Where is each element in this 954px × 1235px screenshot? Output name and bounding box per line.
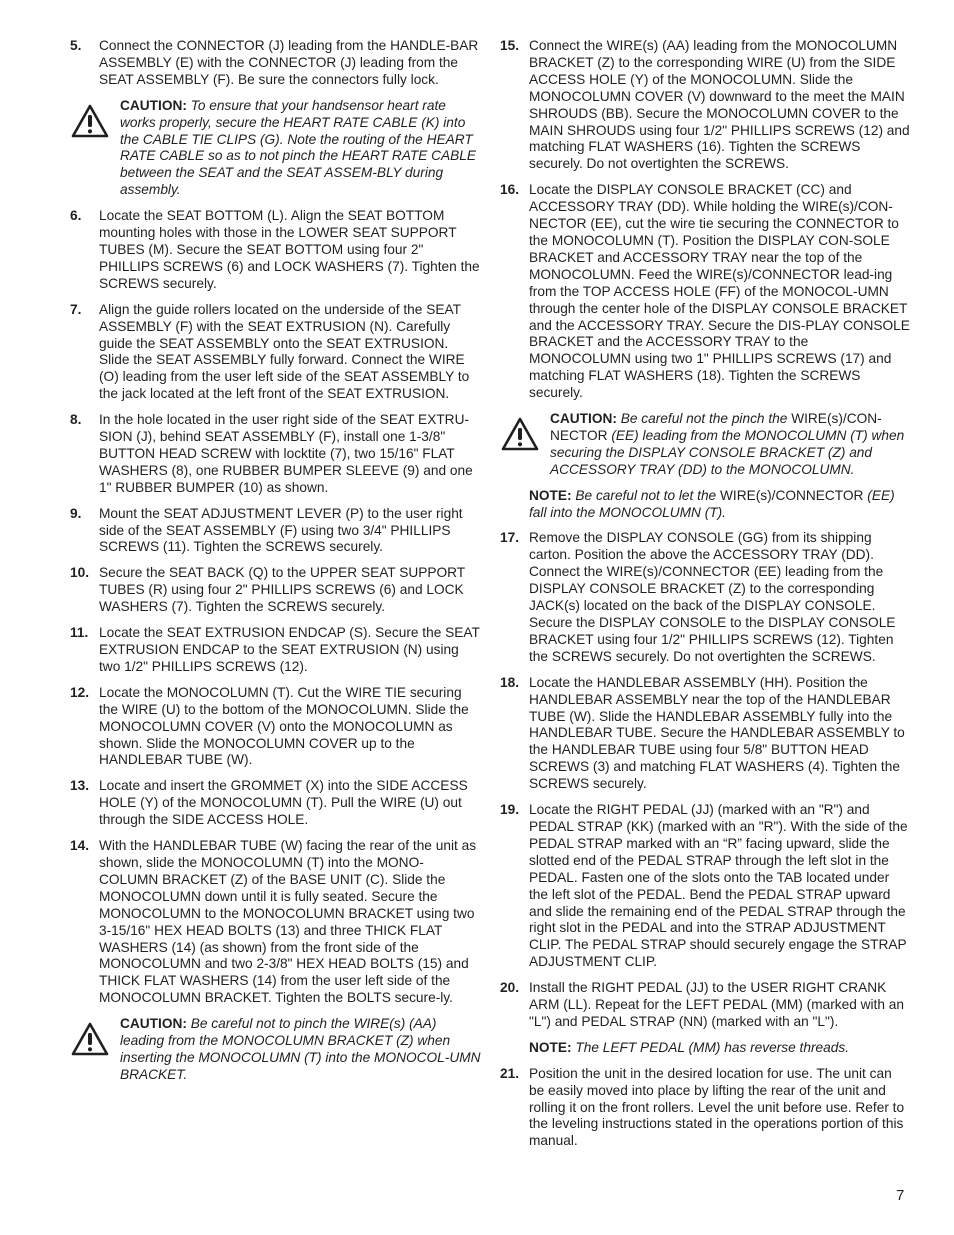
note-label: NOTE: (529, 1039, 572, 1055)
step-text: Mount the SEAT ADJUSTMENT LEVER (P) to the user right side of the SEAT ASSEMBLY (F) using two 3/4" PHILLIPS SCREWS (11). Tighten the SCREWS securely. (99, 505, 463, 555)
note-text-italic: Be careful not to let the (575, 487, 717, 503)
step-item (500, 530, 910, 665)
step-text: Locate the SEAT EXTRUSION ENDCAP (S). Secure the SEAT EXTRUSION ENDCAP to the SEAT EXTRUSION (N) using two 1/2" PHILLIPS SCREWS (12). (99, 625, 480, 674)
step-number: 17. (500, 530, 520, 546)
step-text: Locate the DISPLAY CONSOLE BRACKET (CC) and ACCESSORY TRAY (DD). While holding the WIRE(s)/CON-NECTOR (EE), cut the wire tie securing the CONNECTOR to the MONOCOLUMN (T). Position the DISPLAY CON-SOLE BRACKET and ACCESSORY TRAY near the top of the MONOCOLUMN. Feed the WIRE(s)/CONNECTOR lead-ing from the TOP ACCESS HOLE (FF) of the MONOCOL-UMN through the center hole of the DISPLAY CONSOLE BRACKET and the ACCESSORY TRAY. Secure the DIS-PLAY CONSOLE BRACKET and the ACCESSORY TRAY to the MONOCOLUMN using two 1" PHILLIPS SCREWS (17) and matching FLAT WASHERS (18). Tighten the SCREWS securely. (529, 182, 910, 401)
steps-group (70, 38, 482, 89)
steps-group (500, 530, 910, 1030)
step-text: Locate the RIGHT PEDAL (JJ) (marked with an "R") and PEDAL STRAP (KK) (marked with an "R"). With the side of the PEDAL STRAP marked with an “R” facing upward, slide the slotted end of the PEDAL STRAP through the left slot in the PEDAL. Fasten one of the slots onto the TAB located under the left slot of the PEDAL. Bend the PEDAL STRAP upward and slide the remaining end of the PEDAL STRAP through the right slot in the PEDAL and into the STRAP ADJUSTMENT CLIP. The PEDAL STRAP should securely engage the STRAP ADJUSTMENT CLIP. (529, 802, 908, 970)
step-number: 5. (70, 38, 82, 53)
page-number: 7 (896, 1187, 905, 1204)
step-text: Connect the CONNECTOR (J) leading from the HANDLE-BAR ASSEMBLY (E) with the CONNECTOR (J) leading from the SEAT ASSEMBLY (F). Be sure the connectors fully lock. (99, 38, 479, 87)
step-text: In the hole located in the user right side of the SEAT EXTRU-SION (J), behind SEAT ASSEMBLY (F), install one 1-3/8" BUTTON HEAD SCREW with locktite (7), two 15/16" FLAT WASHERS (8), one RUBBER BUMPER SLEEVE (9) and one 1" RUBBER BUMPER (10) as shown. (99, 412, 473, 495)
caution-label: CAUTION: (120, 1016, 187, 1032)
steps-group (500, 38, 910, 402)
step-text: Position the unit in the desired location for use. The unit can be easily moved into place by lifting the rear of the unit and rolling it on the front rollers. Level the unit before use. Refer to the leveling instructions stated in the operations portion of this manual. (529, 1065, 905, 1149)
step-text: Locate the HANDLEBAR ASSEMBLY (HH). Position the HANDLEBAR ASSEMBLY near the top of the HANDLEBAR TUBE (W). Slide the HANDLEBAR ASSEMBLY fully into the HANDLEBAR TUBE. Secure the HANDLEBAR ASSEMBLY to the HANDLEBAR TUBE using four 5/8" BUTTON HEAD SCREWS (3) and matching FLAT WASHERS (4). Tighten the SCREWS securely. (529, 674, 905, 792)
step-item (70, 838, 482, 1007)
step-number: 18. (500, 674, 520, 690)
warning-icon (71, 104, 109, 138)
step-item (70, 38, 482, 89)
step-text: Locate the SEAT BOTTOM (L). Align the SEAT BOTTOM mounting holes with those in the LOWER SEAT SUPPORT TUBES (M). Secure the SEAT BOTTOM using four 2" PHILLIPS SCREWS (6) and LOCK WASHERS (7). Tighten the SCREWS securely. (99, 208, 480, 291)
step-text: With the HANDLEBAR TUBE (W) facing the rear of the unit as shown, slide the MONOCOLUMN (T) into the MONO-COLUMN BRACKET (Z) of the BASE UNIT (C). Slide the MONOCOLUMN down until it is fully seated. Secure the MONOCOLUMN to the MONOCOLUMN BRACKET using two 3-15/16" HEX HEAD BOLTS (13) and three THICK FLAT WASHERS (14) (as shown) from the front side of the MONOCOLUMN and two 2-3/8" HEX HEAD BOLTS (15) and THICK FLAT WASHERS (14) from the user left side of the MONOCOLUMN BRACKET. Tighten the BOLTS secure-ly. (99, 838, 477, 1006)
step-item (70, 685, 482, 770)
step-text: Secure the SEAT BACK (Q) to the UPPER SEAT SUPPORT TUBES (R) using four 2" PHILLIPS SCREWS (6) and LOCK WASHERS (7). Tighten the SCREWS securely. (99, 565, 465, 615)
caution-text: To ensure that your handsensor heart rate works properly, secure the HEART RATE CABLE (K) into the CABLE TIE CLIPS (G). Note the routing of the HEART RATE CABLE so as to not pinch the HEART RATE CABLE between the SEAT and the SEAT ASSEM-BLY during assembly. (120, 97, 477, 198)
step-number: 14. (70, 838, 90, 854)
step-item (70, 778, 482, 829)
note-text-italic: (EE) fall into the MONOCOLUMN (T). (529, 487, 895, 520)
step-item (500, 802, 910, 971)
caution-label: CAUTION: (550, 411, 617, 427)
step-number: 16. (500, 182, 520, 198)
note-text: The LEFT PEDAL (MM) has reverse threads. (575, 1039, 849, 1055)
step-item (70, 565, 482, 616)
caution-text-plain: WIRE(s)/CON-NECTOR (550, 411, 882, 443)
step-number: 21. (500, 1065, 520, 1081)
step-text: Remove the DISPLAY CONSOLE (GG) from its shipping carton. Position the above the ACCESSORY TRAY (DD). Connect the WIRE(s)/CONNECTOR (EE) leading from the DISPLAY CONSOLE BRACKET (Z) to the corresponding JACK(s) located on the back of the DISPLAY CONSOLE. Secure the DISPLAY CONSOLE to the DISPLAY CONSOLE BRACKET using four 1/2" PHILLIPS SCREWS (12). Tighten the SCREWS securely. Do not overtighten the SCREWS. (529, 530, 896, 664)
caution-block (70, 1016, 482, 1084)
step-number: 7. (70, 301, 82, 317)
note-label: NOTE: (529, 487, 572, 503)
step-item (70, 625, 482, 676)
step-text: Locate and insert the GROMMET (X) into the SIDE ACCESS HOLE (Y) of the MONOCOLUMN (T). Pull the WIRE (U) out through the SIDE ACCESS HOLE. (99, 778, 468, 828)
note-block (500, 488, 910, 522)
steps-group (500, 1066, 910, 1151)
step-number: 6. (70, 208, 82, 224)
step-number: 13. (70, 778, 90, 794)
note-block (500, 1040, 910, 1057)
step-item (500, 1066, 910, 1151)
left-column (70, 38, 482, 1093)
step-item (500, 675, 910, 793)
step-number: 9. (70, 505, 82, 521)
step-item (70, 506, 482, 557)
caution-text-italic: Be careful not the pinch the (620, 411, 788, 427)
warning-icon (71, 1022, 109, 1056)
step-item (70, 412, 482, 497)
step-item (70, 208, 482, 293)
steps-group (70, 208, 482, 1007)
caution-block (500, 411, 910, 479)
step-text: Locate the MONOCOLUMN (T). Cut the WIRE TIE securing the WIRE (U) to the bottom of the MONOCOLUMN. Slide the MONOCOLUMN COVER (V) onto the MONOCOLUMN as shown. Slide the MONOCOLUMN COVER up to the HANDLEBAR TUBE (W). (99, 684, 469, 768)
step-item (70, 302, 482, 403)
step-number: 15. (500, 38, 520, 53)
caution-text: Be careful not to pinch the WIRE(s) (AA) leading from the MONOCOLUMN BRACKET (Z) when inserting the MONOCOLUMN (T) into the MONOCOL-UMN BRACKET. (120, 1016, 481, 1082)
step-number: 10. (70, 565, 90, 581)
caution-block (70, 98, 482, 199)
step-text: Align the guide rollers located on the underside of the SEAT ASSEMBLY (F) with the SEAT EXTRUSION (N). Carefully guide the SEAT ASSEMBLY onto the SEAT EXTRUSION. Slide the SEAT ASSEMBLY fully forward. Connect the WIRE (O) leading from the user left side of the SEAT ASSEMBLY to the jack located at the left front of the SEAT EXTRUSION. (99, 301, 470, 402)
right-column (500, 38, 910, 1159)
step-text: Connect the WIRE(s) (AA) leading from the MONOCOLUMN BRACKET (Z) to the corresponding WIRE (U) from the SIDE ACCESS HOLE (Y) of the MONOCOLUMN. Slide the MONOCOLUMN COVER (V) downward to the meet the MAIN SHROUDS (BB). Secure the MONOCOLUMN COVER to the MAIN SHROUDS using four 1/2" PHILLIPS SCREWS (12) and matching FLAT WASHERS (16). Tighten the SCREWS securely. Do not overtighten the SCREWS. (529, 38, 910, 172)
step-item (500, 182, 910, 402)
step-number: 20. (500, 980, 520, 996)
step-number: 8. (70, 412, 82, 428)
step-text: Install the RIGHT PEDAL (JJ) to the USER RIGHT CRANK ARM (LL). Repeat for the LEFT PEDAL (MM) (marked with an "L") and PEDAL STRAP (NN) (marked with an "L"). (529, 980, 905, 1029)
step-number: 11. (70, 625, 89, 641)
warning-icon (501, 417, 539, 451)
step-item (500, 38, 910, 173)
note-text-plain: WIRE(s)/CONNECTOR (719, 487, 864, 503)
caution-text-italic: (EE) leading from the MONOCOLUMN (T) when securing the DISPLAY CONSOLE BRACKET (Z) and ACCESSORY TRAY (DD) to the MONOCOLUMN. (550, 427, 905, 477)
step-item (500, 980, 910, 1031)
caution-label: CAUTION: (120, 97, 187, 113)
step-number: 12. (70, 684, 90, 700)
step-number: 19. (500, 802, 520, 818)
